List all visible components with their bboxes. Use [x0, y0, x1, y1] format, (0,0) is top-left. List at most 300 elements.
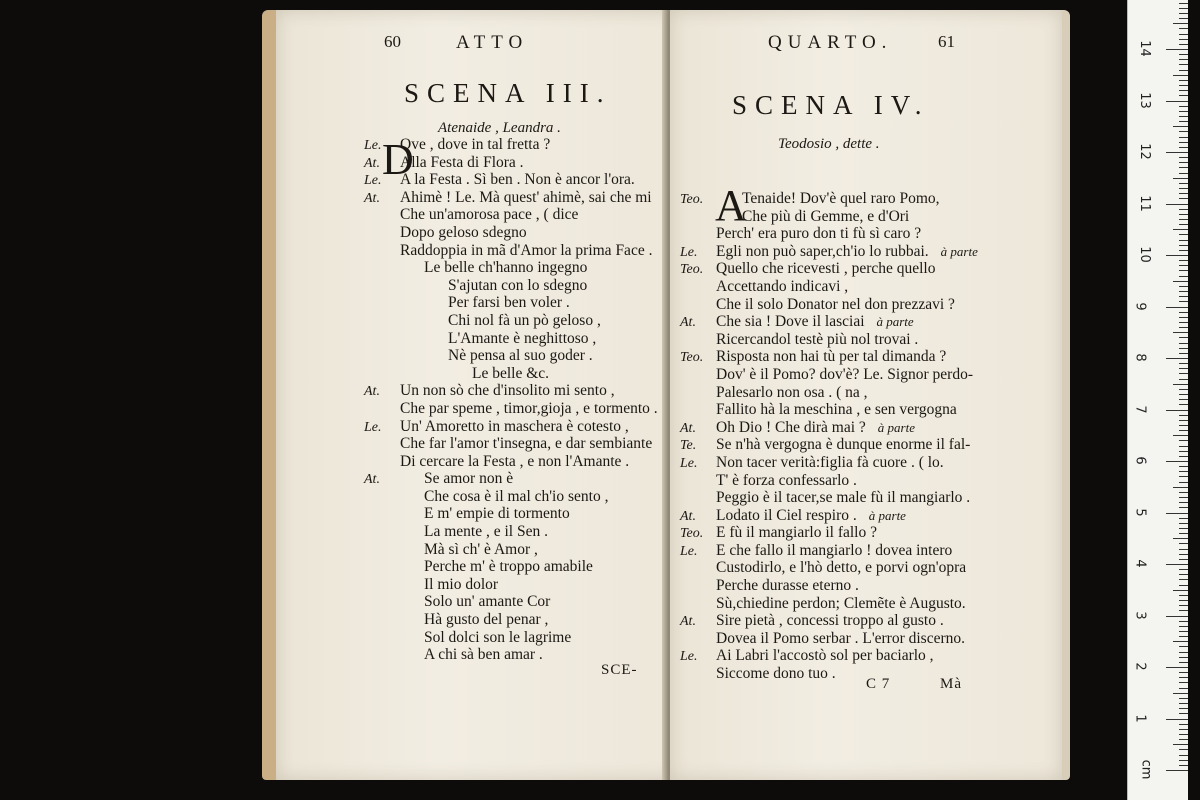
verse-text: L'Amante è neghittoso , [448, 329, 597, 347]
speaker-label: Le. [364, 173, 382, 189]
verse-text: E fù il mangiarlo il fallo ? [716, 524, 877, 542]
ruler-tick [1179, 729, 1188, 730]
ruler-tick [1179, 250, 1188, 251]
verse-text: Dovea il Pomo serbar . L'error discerno. [716, 629, 965, 647]
verse-line [680, 366, 978, 384]
ruler-tick [1166, 255, 1188, 256]
ruler-tick [1179, 543, 1188, 544]
ruler-tick [1179, 173, 1188, 174]
verse-line [364, 400, 658, 418]
verse-text: Che il solo Donator nel don prezzavi ? [716, 295, 955, 313]
verse-line [364, 593, 658, 611]
scene-title: SCENA IV. [732, 90, 930, 120]
ruler-tick [1179, 64, 1188, 65]
verse-line [364, 453, 658, 471]
ruler-tick [1179, 353, 1188, 354]
ruler-tick [1179, 703, 1188, 704]
ruler-tick [1179, 446, 1188, 447]
ruler-tick [1173, 538, 1188, 539]
ruler-tick [1179, 147, 1188, 148]
verse-line [680, 419, 978, 437]
ruler-tick [1179, 245, 1188, 246]
verse-text: Ricercandol testè più nol trovai . [716, 330, 919, 348]
speaker-label: Le. [364, 138, 382, 153]
ruler-tick [1179, 708, 1188, 709]
ruler-tick [1179, 399, 1188, 400]
speaker-label: At. [680, 315, 696, 331]
scene-title: SCENA III. [404, 78, 612, 108]
verse-line [680, 384, 978, 402]
verse-text: Alla Festa di Flora . [400, 153, 524, 171]
verse-text: Risposta non hai tù per tal dimanda ? [716, 348, 947, 366]
ruler-tick [1179, 234, 1188, 235]
ruler-tick [1173, 229, 1188, 230]
ruler-tick [1179, 13, 1188, 14]
ruler-tick [1179, 476, 1188, 477]
ruler-tick [1179, 301, 1188, 302]
verse-line [680, 577, 978, 595]
ruler-tick [1173, 487, 1188, 488]
ruler-tick [1179, 90, 1188, 91]
verse-line [364, 541, 658, 559]
ruler-tick [1179, 219, 1188, 220]
stage-direction: à parte [940, 243, 978, 259]
ruler-number: 8 [1132, 353, 1148, 362]
verse-line [680, 313, 978, 331]
verse-line [680, 436, 978, 454]
verse-text: Accettando indicavi , [716, 277, 849, 295]
left-page [262, 10, 681, 780]
ruler-tick [1179, 482, 1188, 483]
ruler-tick [1179, 672, 1188, 673]
verse-text: Mà sì ch' è Amor , [424, 540, 538, 558]
ruler-tick [1179, 569, 1188, 570]
ruler-tick [1179, 379, 1188, 380]
ruler-tick [1179, 698, 1188, 699]
verse-line [680, 542, 978, 560]
speaker-label: Le. [680, 455, 698, 471]
ruler-tick [1179, 8, 1188, 9]
ruler-tick [1179, 595, 1188, 596]
ruler-tick [1173, 332, 1188, 333]
ruler-tick [1179, 142, 1188, 143]
ruler-tick [1179, 343, 1188, 344]
ruler-tick [1179, 425, 1188, 426]
verse-line [364, 154, 658, 172]
ruler-tick [1179, 523, 1188, 524]
ruler-tick [1179, 286, 1188, 287]
verse-line [364, 259, 658, 277]
verse-line [364, 611, 658, 629]
ruler-tick [1179, 626, 1188, 627]
verse-text: Ahimè ! Le. Mà quest' ahimè, sai che mi [400, 188, 652, 206]
ruler-tick [1179, 337, 1188, 338]
verse-line [680, 278, 978, 296]
ruler-tick [1179, 610, 1188, 611]
verse-text: Fallito hà la meschina , e sen vergogna [716, 401, 957, 419]
verse-line [680, 190, 978, 208]
verse-line [364, 488, 658, 506]
verse-text: Dopo geloso sdegno [400, 223, 527, 241]
ruler-tick [1179, 373, 1188, 374]
ruler-tick [1179, 631, 1188, 632]
page-number: 61 [938, 32, 955, 51]
verse-line [680, 243, 978, 261]
ruler-tick [1179, 240, 1188, 241]
ruler-number: 7 [1132, 404, 1148, 414]
verse-block [364, 136, 658, 664]
ruler-tick [1173, 590, 1188, 591]
ruler-tick [1166, 358, 1188, 359]
verse-text: Tenaide! Dov'è quel raro Pomo, [742, 190, 940, 207]
measurement-ruler [1127, 0, 1188, 800]
ruler-tick [1179, 214, 1188, 215]
ruler-tick [1166, 719, 1188, 720]
ruler-tick [1179, 116, 1188, 117]
verse-text: Perch' era puro don ti fù sì caro ? [716, 225, 922, 243]
verse-text: Custodirlo, e l'hò detto, e porvi ogn'opra [716, 559, 967, 577]
running-head: QUARTO. [768, 32, 893, 53]
verse-text: Un non sò che d'insolito mi sento , [400, 382, 615, 400]
verse-line [364, 136, 658, 154]
verse-text: Che sia ! Dove il lasciai [716, 313, 865, 331]
verse-text: Siccome dono tuo . [716, 665, 836, 683]
speaker-label: Teo. [680, 526, 704, 542]
verse-text: Peggio è il tacer,se male fù il mangiarlo . [716, 489, 971, 507]
verse-text: T' è forza confessarlo . [716, 471, 857, 489]
verse-line [364, 435, 658, 453]
verse-text: Hà gusto del penar , [424, 611, 549, 629]
character-list: Atenaide , Leandra . [438, 120, 561, 136]
verse-text: Perche durasse eterno . [716, 577, 859, 595]
ruler-tick [1166, 564, 1188, 565]
ruler-tick [1179, 621, 1188, 622]
speaker-label: At. [364, 472, 380, 488]
verse-line [364, 224, 658, 242]
ruler-tick [1179, 137, 1188, 138]
verse-text: A chi sà ben amar . [424, 646, 543, 664]
verse-block [680, 190, 978, 683]
ruler-tick [1179, 198, 1188, 199]
open-book [262, 10, 1062, 780]
ruler-tick [1179, 559, 1188, 560]
ruler-tick [1166, 461, 1188, 462]
verse-text: Egli non può saper,ch'io lo rubbai. [716, 242, 929, 260]
verse-line [680, 260, 978, 278]
verse-text: Se amor non è [424, 470, 514, 488]
ruler-tick [1179, 528, 1188, 529]
ruler-tick [1179, 80, 1188, 81]
verse-line [364, 171, 658, 189]
ruler-number: 14 [1136, 40, 1152, 57]
ruler-number: 12 [1136, 143, 1152, 160]
ruler-tick [1166, 152, 1188, 153]
verse-line [680, 225, 978, 243]
ruler-number: 6 [1132, 456, 1148, 465]
verse-line [364, 576, 658, 594]
speaker-label: At. [364, 384, 380, 400]
ruler-tick [1179, 3, 1188, 4]
verse-line [680, 559, 978, 577]
ruler-tick [1179, 111, 1188, 112]
verse-text: Chi nol fà un pò geloso , [448, 311, 601, 329]
verse-line [680, 507, 978, 525]
stage-direction: à parte [876, 314, 914, 330]
verse-line [680, 647, 978, 665]
ruler-number: 4 [1132, 559, 1148, 568]
ruler-tick [1179, 348, 1188, 349]
verse-line [364, 365, 658, 383]
ruler-tick [1179, 549, 1188, 550]
drop-cap: A [715, 181, 747, 230]
ruler-tick [1179, 193, 1188, 194]
verse-text: Per farsi ben voler . [448, 294, 570, 312]
verse-line [680, 348, 978, 366]
ruler-tick [1179, 605, 1188, 606]
verse-line [680, 454, 978, 472]
ruler-tick [1179, 760, 1188, 761]
speaker-label: Le. [364, 419, 382, 435]
ruler-tick [1179, 497, 1188, 498]
ruler-number: 10 [1136, 246, 1152, 263]
ruler-tick [1179, 389, 1188, 390]
ruler-tick [1179, 394, 1188, 395]
speaker-label: Teo. [680, 350, 704, 366]
ruler-tick [1179, 224, 1188, 225]
verse-text: Che un'amorosa pace , ( dice [400, 206, 579, 224]
ruler-tick [1179, 533, 1188, 534]
ruler-tick [1179, 600, 1188, 601]
ruler-tick [1173, 281, 1188, 282]
speaker-label: At. [364, 190, 380, 206]
ruler-tick [1179, 39, 1188, 40]
ruler-number: cm [1138, 759, 1154, 780]
stage-direction: à parte [868, 507, 906, 523]
speaker-label: At. [364, 155, 380, 171]
ruler-tick [1179, 322, 1188, 323]
ruler-tick [1179, 724, 1188, 725]
speaker-label: Te. [680, 438, 697, 454]
verse-line [680, 472, 978, 490]
ruler-tick [1179, 209, 1188, 210]
ruler-tick [1179, 270, 1188, 271]
verse-text: Un' Amoretto in maschera è cotesto , [400, 417, 629, 435]
verse-text: Sire pietà , concessi troppo al gusto . [716, 612, 944, 630]
ruler-tick [1179, 106, 1188, 107]
ruler-tick [1179, 755, 1188, 756]
verse-text: Che cosa è il mal ch'io sento , [424, 487, 609, 505]
verse-line [680, 208, 978, 226]
ruler-tick [1179, 765, 1188, 766]
ruler-tick [1173, 641, 1188, 642]
ruler-tick [1179, 85, 1188, 86]
verse-text: Sol dolci son le lagrime [424, 628, 572, 646]
verse-text: Di cercare la Festa , e non l'Amante . [400, 452, 630, 470]
ruler-tick [1179, 646, 1188, 647]
verse-text: Raddoppia in mã d'Amor la prima Face . [400, 241, 653, 259]
ruler-tick [1166, 204, 1188, 205]
character-list: Teodosio , dette . [778, 136, 880, 152]
catchword: Mà [940, 676, 962, 692]
verse-text: Ai Labri l'accostò sol per baciarlo , [716, 647, 934, 665]
verse-text: E m' empie di tormento [424, 505, 570, 523]
verse-text: Se n'hà vergogna è dunque enorme il fal- [716, 436, 971, 454]
ruler-tick [1173, 126, 1188, 127]
verse-line [364, 382, 658, 400]
speaker-label: Teo. [680, 262, 704, 278]
ruler-number: 3 [1132, 610, 1148, 620]
ruler-tick [1179, 682, 1188, 683]
verse-line [680, 296, 978, 314]
verse-text: Nè pensa al suo goder . [448, 347, 593, 365]
ruler-tick [1179, 44, 1188, 45]
ruler-tick [1179, 296, 1188, 297]
verse-text: Palesarlo non osa . ( na , [716, 383, 868, 401]
ruler-tick [1179, 420, 1188, 421]
ruler-tick [1166, 513, 1188, 514]
ruler-tick [1173, 178, 1188, 179]
ruler-tick [1179, 574, 1188, 575]
verse-line [364, 242, 658, 260]
ruler-tick [1179, 585, 1188, 586]
ruler-number: 13 [1136, 91, 1152, 109]
verse-line [680, 630, 978, 648]
ruler-tick [1179, 662, 1188, 663]
verse-text: A la Festa . Sì ben . Non è ancor l'ora. [400, 171, 635, 189]
verse-text: Che par speme , timor,gioja , e tormento . [400, 399, 658, 417]
speaker-label: Teo. [680, 192, 704, 207]
ruler-tick [1179, 456, 1188, 457]
ruler-number: 5 [1132, 507, 1148, 517]
drop-cap: D [382, 135, 414, 184]
ruler-tick [1166, 49, 1188, 50]
ruler-tick [1179, 502, 1188, 503]
ruler-tick [1179, 121, 1188, 122]
verse-text: Le belle &c. [472, 364, 550, 382]
ruler-tick [1166, 770, 1188, 771]
verse-line [364, 470, 658, 488]
page-number: 60 [384, 32, 401, 51]
ruler-tick [1179, 312, 1188, 313]
ruler-tick [1179, 636, 1188, 637]
ruler-number: 1 [1132, 713, 1148, 723]
ruler-tick [1173, 75, 1188, 76]
verse-text: E che fallo il mangiarlo ! dovea intero [716, 541, 953, 559]
verse-text: Dov' è il Pomo? dov'è? Le. Signor perdo- [716, 365, 973, 383]
ruler-tick [1179, 471, 1188, 472]
verse-text: Quello che ricevesti , perche quello [716, 260, 936, 278]
ruler-tick [1166, 307, 1188, 308]
verse-line [364, 189, 658, 207]
ruler-tick [1179, 265, 1188, 266]
ruler-tick [1179, 657, 1188, 658]
verse-line [364, 347, 658, 365]
verse-line [680, 331, 978, 349]
ruler-tick [1179, 188, 1188, 189]
verse-text: Solo un' amante Cor [424, 593, 551, 611]
ruler-tick [1179, 291, 1188, 292]
verse-line [680, 612, 978, 630]
ruler-tick [1179, 652, 1188, 653]
ruler-tick [1179, 579, 1188, 580]
ruler-tick [1166, 101, 1188, 102]
ruler-tick [1179, 554, 1188, 555]
ruler-tick [1179, 28, 1188, 29]
ruler-tick [1166, 667, 1188, 668]
ruler-tick [1179, 162, 1188, 163]
ruler-tick [1179, 451, 1188, 452]
running-head: ATTO [456, 32, 529, 53]
verse-line [364, 312, 658, 330]
ruler-tick [1179, 59, 1188, 60]
ruler-tick [1179, 749, 1188, 750]
ruler-tick [1166, 410, 1188, 411]
verse-text: Che far l'amor t'insegna, e dar sembiante [400, 435, 653, 453]
ruler-number: 9 [1132, 301, 1148, 311]
verse-line [364, 294, 658, 312]
verse-line [364, 523, 658, 541]
ruler-tick [1179, 34, 1188, 35]
ruler-tick [1179, 507, 1188, 508]
verse-text: Sù,chiedine perdon; Clemẽte è Augusto. [716, 594, 966, 612]
verse-line [364, 418, 658, 436]
verse-text: Lodato il Ciel respiro . [716, 506, 857, 524]
verse-text: S'ajutan con lo sdegno [448, 276, 588, 294]
speaker-label: Le. [680, 649, 698, 665]
ruler-tick [1179, 492, 1188, 493]
ruler-tick [1173, 693, 1188, 694]
speaker-label: Le. [680, 543, 698, 559]
ruler-number: 11 [1136, 194, 1152, 212]
ruler-tick [1179, 54, 1188, 55]
ruler-tick [1179, 363, 1188, 364]
verse-text: Le belle ch'hanno ingegno [424, 259, 588, 277]
verse-text: Ove , dove in tal fretta ? [400, 136, 551, 153]
ruler-tick [1179, 466, 1188, 467]
verse-line [680, 595, 978, 613]
verse-text: Oh Dio ! Che dirà mai ? [716, 418, 866, 436]
ruler-tick [1179, 317, 1188, 318]
speaker-label: Le. [680, 244, 698, 260]
verse-text: La mente , e il Sen . [424, 523, 548, 541]
verse-line [680, 489, 978, 507]
ruler-tick [1179, 415, 1188, 416]
ruler-tick [1179, 157, 1188, 158]
ruler-tick [1179, 404, 1188, 405]
ruler-tick [1179, 18, 1188, 19]
ruler-tick [1179, 440, 1188, 441]
ruler-tick [1179, 327, 1188, 328]
ruler-tick [1179, 713, 1188, 714]
stage-direction: à parte [877, 419, 915, 435]
verse-line [364, 330, 658, 348]
speaker-label: At. [680, 508, 696, 524]
ruler-tick [1166, 616, 1188, 617]
verse-line [364, 206, 658, 224]
ruler-tick [1179, 70, 1188, 71]
right-page [670, 10, 1070, 780]
verse-line [364, 629, 658, 647]
ruler-tick [1179, 276, 1188, 277]
ruler-tick [1179, 739, 1188, 740]
ruler-tick [1173, 23, 1188, 24]
verse-line [680, 524, 978, 542]
ruler-tick [1179, 167, 1188, 168]
verse-text: Che più di Gemme, e d'Ori [742, 207, 910, 225]
verse-line [364, 558, 658, 576]
ruler-tick [1179, 131, 1188, 132]
ruler-tick [1173, 384, 1188, 385]
